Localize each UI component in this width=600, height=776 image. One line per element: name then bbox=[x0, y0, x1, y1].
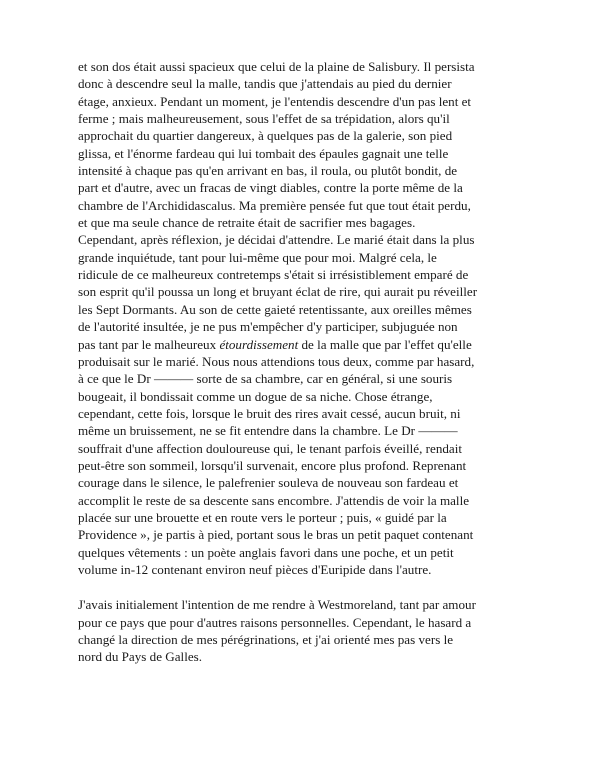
text-line bbox=[78, 526, 526, 543]
text-line bbox=[78, 509, 526, 526]
text-segment: les Sept Dormants. Au son de cette gaieté retentissante, aux oreilles mêmes bbox=[78, 301, 472, 317]
text-segment: pas tant par le malheureux bbox=[78, 336, 220, 352]
text-segment: produisait sur le marié. Nous nous attendions tous deux, comme par hasard, bbox=[78, 353, 475, 369]
paragraph bbox=[78, 58, 526, 578]
text-line bbox=[78, 596, 526, 613]
text-segment: et son dos était aussi spacieux que celui de la plaine de Salisbury. Il persista bbox=[78, 59, 475, 74]
text-line bbox=[78, 648, 526, 665]
text-segment: Cependant, après réflexion, je décidai d'attendre. Le marié était dans la plus bbox=[78, 232, 475, 248]
text-line bbox=[78, 145, 526, 162]
text-line bbox=[78, 249, 526, 266]
text-segment: donc à descendre seul la malle, tandis que j'attendais au pied du dernier bbox=[78, 76, 452, 92]
text-segment: son esprit qu'il poussa un long et bruyant éclat de rire, qui aurait pu réveiller bbox=[78, 284, 478, 300]
text-line bbox=[78, 614, 526, 631]
text-segment: changé la direction de mes pérégrinations, et j'ai orienté mes pas vers le bbox=[78, 632, 454, 647]
text-line bbox=[78, 318, 526, 335]
text-segment: souffrait d'une affection douloureuse qui, le tenant parfois éveillé, rendait bbox=[78, 440, 463, 456]
text-line bbox=[78, 336, 526, 353]
text-segment: de la malle que par l'effet qu'elle bbox=[298, 336, 472, 352]
text-line bbox=[78, 75, 526, 92]
text-line bbox=[78, 110, 526, 127]
text-segment: ferme ; mais malheureusement, sous l'effet de sa trépidation, alors qu'il bbox=[78, 111, 450, 127]
text-segment: intensité à chaque pas qu'en arrivant en bas, il roula, ou plutôt bondit, de bbox=[78, 163, 458, 179]
text-segment: même un bruissement, ne se fit entendre dans la chambre. Le Dr ——— bbox=[78, 423, 458, 439]
text-line bbox=[78, 457, 526, 474]
text-segment: grande inquiétude, tant pour lui-même que pour moi. Malgré cela, le bbox=[78, 249, 437, 265]
text-segment: à ce que le Dr ——— sorte de sa chambre, car en général, si une souris bbox=[78, 371, 453, 387]
text-segment: courage dans le silence, le palefrenier souleva de nouveau son fardeau et bbox=[78, 475, 459, 491]
text-line bbox=[78, 422, 526, 439]
text-segment: pour ce pays que pour d'autres raisons personnelles. Cependant, le hasard a bbox=[78, 614, 472, 630]
text-line bbox=[78, 127, 526, 144]
text-segment: glissa, et l'énorme fardeau qui lui tombait des épaules gagnait une telle bbox=[78, 145, 449, 161]
text-segment: quelques vêtements : un poète anglais favori dans une poche, et un petit bbox=[78, 544, 454, 560]
text-segment: cependant, cette fois, lorsque le bruit des rires avait cessé, aucun bruit, ni bbox=[78, 405, 461, 421]
text-segment: approchait du quartier dangereux, à quelques pas de la galerie, son pied bbox=[78, 128, 453, 144]
text-segment: placée sur une brouette et en route vers le porteur ; puis, « guidé par la bbox=[78, 509, 447, 525]
text-segment: chambre de l'Archididascalus. Ma première pensée fut que tout était perdu, bbox=[78, 197, 471, 213]
text-segment: étage, anxieux. Pendant un moment, je l'entendis descendre d'un pas lent et bbox=[78, 93, 472, 109]
document-page bbox=[78, 58, 526, 666]
text-line bbox=[78, 353, 526, 370]
text-line bbox=[78, 474, 526, 491]
text-line bbox=[78, 58, 526, 75]
text-line bbox=[78, 561, 526, 578]
text-line bbox=[78, 214, 526, 231]
text-line bbox=[78, 197, 526, 214]
text-line bbox=[78, 231, 526, 248]
text-line bbox=[78, 631, 526, 648]
text-line bbox=[78, 179, 526, 196]
text-segment: peut-être son sommeil, lorsqu'il survenait, encore plus profond. Reprenant bbox=[78, 457, 467, 473]
text-segment: nord du Pays de Galles. bbox=[78, 649, 203, 665]
text-segment: bougeait, il bondissait comme un dogue de sa niche. Chose étrange, bbox=[78, 388, 433, 404]
text-line bbox=[78, 544, 526, 561]
paragraph bbox=[78, 596, 526, 665]
text-line bbox=[78, 405, 526, 422]
text-line bbox=[78, 162, 526, 179]
text-line bbox=[78, 266, 526, 283]
text-segment: part et d'autre, avec un fracas de vingt diables, contre la porte même de la bbox=[78, 180, 463, 196]
text-line bbox=[78, 370, 526, 387]
text-segment: volume in-12 contenant environ neuf pièces d'Euripide dans l'autre. bbox=[78, 561, 432, 577]
text-line bbox=[78, 388, 526, 405]
text-segment: de l'autorité insultée, je ne pus m'empêcher d'y participer, subjuguée non bbox=[78, 319, 458, 335]
text-segment: accomplit le reste de sa descente sans encombre. J'attendis de voir la malle bbox=[78, 492, 470, 508]
text-segment: ridicule de ce malheureux contretemps s'était si irrésistiblement emparé de bbox=[78, 267, 469, 283]
text-line bbox=[78, 492, 526, 509]
text-line bbox=[78, 283, 526, 300]
italic-text: étourdissement bbox=[219, 336, 299, 352]
text-segment: J'avais initialement l'intention de me rendre à Westmoreland, tant par amour bbox=[78, 597, 476, 613]
text-line bbox=[78, 440, 526, 457]
text-line bbox=[78, 93, 526, 110]
text-line bbox=[78, 301, 526, 318]
text-segment: et que ma seule chance de retraite était de sacrifier mes bagages. bbox=[78, 215, 416, 231]
text-segment: Providence », je partis à pied, portant sous le bras un petit paquet contenant bbox=[78, 527, 474, 543]
